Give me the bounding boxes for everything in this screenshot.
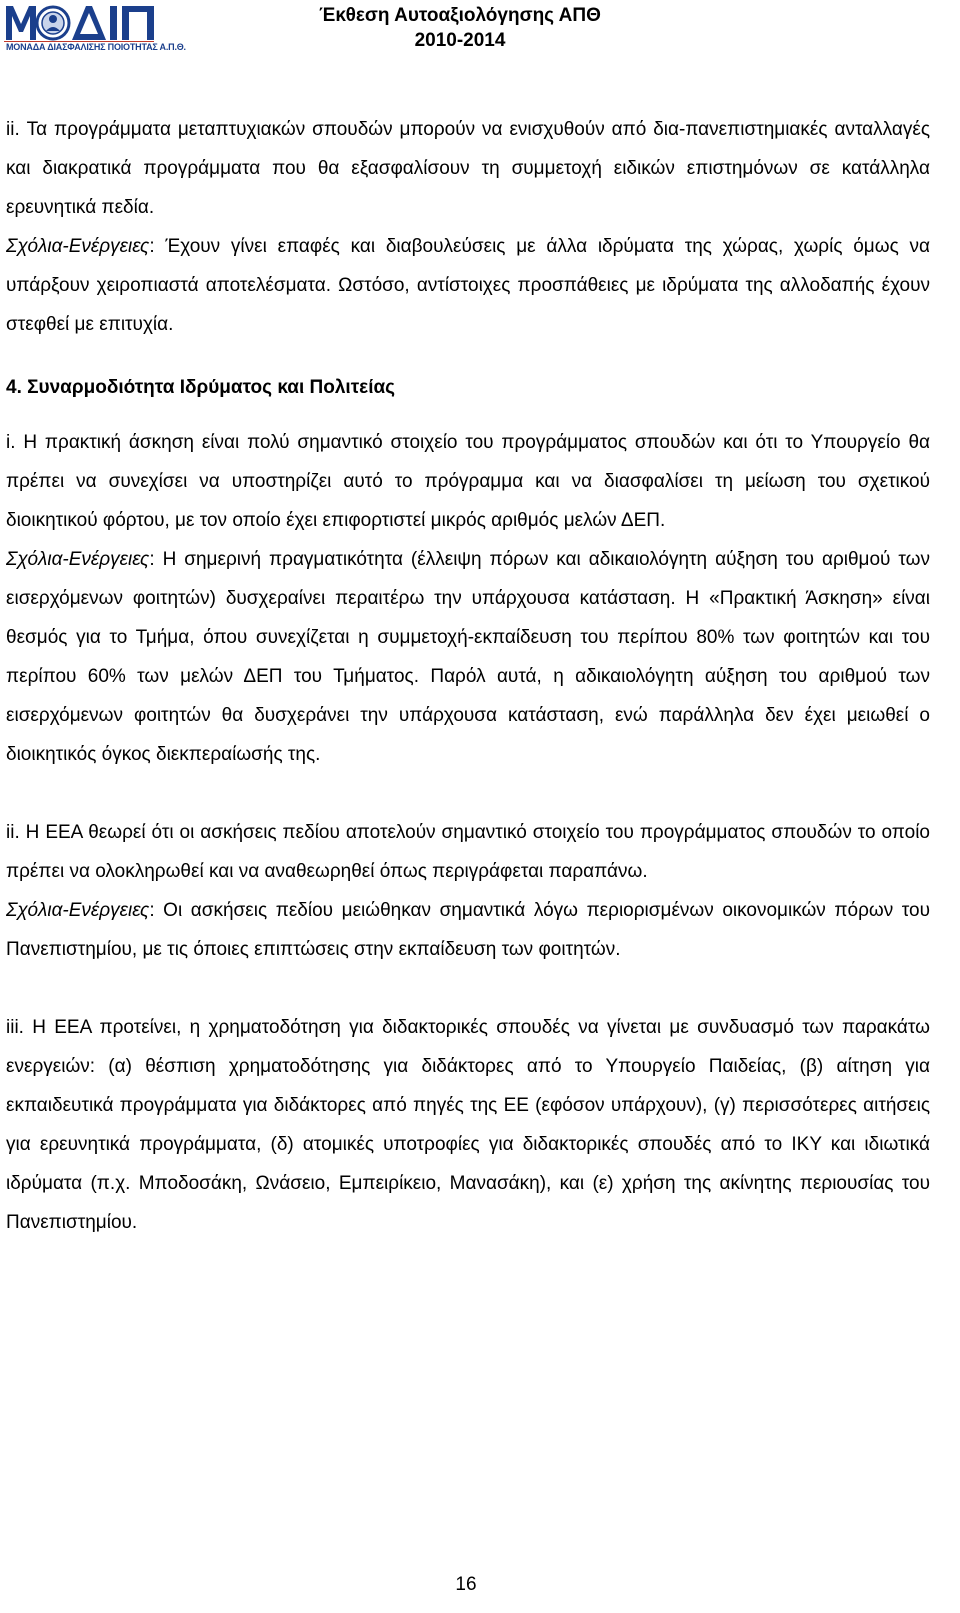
modip-logo-mark xyxy=(4,2,156,42)
paragraph-text: iii. Η ΕΕΑ προτείνει, η χρηματοδότηση για διδακτορικές σπουδές να γίνεται με συνδυασμό των παρακάτω ενεργειών: (α) θέσπιση χρηματοδότησης για διδάκτορες από το Υπουργείο Παιδείας, (β) αίτηση για εκπαιδευτικά προγράμματα για διδάκτορες από πηγές της ΕΕ (εφόσον υπάρχουν), (γ) περισσότερες αιτήσεις για ερευνητικά προγράμματα, (δ) ατομικές υποτροφίες για διδακτορικές σπουδές από το ΙΚΥ και ιδιωτικά ιδρύματα (π.χ. Μποδοσάκη, Ωνάσειο, Εμπειρίκειο, Μανασάκη), και (ε) χρήση της ακίνητης περιουσίας του Πανεπιστημίου. xyxy=(6,1017,930,1233)
page-header xyxy=(0,0,960,56)
section-heading-4: 4. Συναρμοδιότητα Ιδρύματος και Πολιτείας xyxy=(6,377,396,398)
page-number: 16 xyxy=(455,1574,477,1595)
paragraph-4-iii xyxy=(6,1008,930,1242)
paragraph-text: i. Η πρακτική άσκηση είναι πολύ σημαντικό στοιχείο του προγράμματος σπουδών και ότι το Υπουργείο θα πρέπει να συνεχίσει να υποστηρίζει αυτό το πρόγραμμα και να διασφαλίσει τη μείωση του σχετικού διοικητικού φόρτου, με τον οποίο έχει επιφορτιστεί μικρός αριθμός μελών ΔΕΠ. xyxy=(6,432,930,531)
paragraph-text: ii. Η ΕΕΑ θεωρεί ότι οι ασκήσεις πεδίου αποτελούν σημαντικό στοιχείο του προγράμματος σπουδών το οποίο πρέπει να ολοκληρωθεί και να αναθεωρηθεί όπως περιγράφεται παραπάνω. xyxy=(6,822,930,882)
logo-subtitle: ΜΟΝΑΔΑ ΔΙΑΣΦΑΛΙΣΗΣ ΠΟΙΟΤΗΤΑΣ Α.Π.Θ. xyxy=(6,42,186,52)
paragraph-4-ii xyxy=(6,813,930,969)
comments-actions-text: : Η σημερινή πραγματικότητα (έλλειψη πόρων και αδικαιολόγητη αύξηση του αριθμού των εισερχόμενων φοιτητών) δυσχεραίνει περαιτέρω την υπάρχουσα κατάσταση. Η «Πρακτική Άσκηση» είναι θεσμός για το Τμήμα, όπου συνεχίζεται η συμμετοχή-εκπαίδευση του περίπου 80% των φοιτητών και του περίπου 60% των μελών ΔΕΠ του Τμήματος. Παρόλ αυτά, η αδικαιολόγητη αύξηση του αριθμού των εισερχόμενων φοιτητών θα δυσχεράνει την υπάρχουσα κατάσταση, ενώ παράλληλα δεν έχει μειωθεί ο διοικητικός όγκος διεκπεραίωσής της. xyxy=(6,549,930,765)
paragraph-4-i xyxy=(6,423,930,774)
paragraph-text: ii. Τα προγράμματα μεταπτυχιακών σπουδών μπορούν να ενισχυθούν από δια-πανεπιστημιακές ανταλλαγές και διακρατικά προγράμματα που θα εξασφαλίσουν τη συμμετοχή ειδικών επιστημόνων σε κατάλληλα ερευνητικά πεδία. xyxy=(6,119,930,218)
comments-actions-label: Σχόλια-Ενέργειες xyxy=(6,900,150,921)
report-title: Έκθεση Αυτοαξιολόγησης ΑΠΘ xyxy=(319,5,601,26)
comments-actions-text: : Έχουν γίνει επαφές και διαβουλεύσεις με άλλα ιδρύματα της χώρας, χωρίς όμως να υπάρξουν χειροπιαστά αποτελέσματα. Ωστόσο, αντίστοιχες προσπάθειες με ιδρύματα της αλλοδαπής έχουν στεφθεί με επιτυχία. xyxy=(6,236,930,335)
page-footer xyxy=(0,1574,960,1596)
comments-actions-label: Σχόλια-Ενέργειες xyxy=(6,236,150,257)
report-years: 2010-2014 xyxy=(414,30,506,51)
comments-actions-label: Σχόλια-Ενέργειες xyxy=(6,549,150,570)
comments-actions-text: : Οι ασκήσεις πεδίου μειώθηκαν σημαντικά λόγω περιορισμένων οικονομικών πόρων του Πανεπιστημίου, με τις όποιες επιπτώσεις στην εκπαίδευση των φοιτητών. xyxy=(6,900,930,960)
document-body xyxy=(6,110,930,1242)
modip-logo xyxy=(4,2,186,54)
paragraph-3-ii xyxy=(6,110,930,344)
